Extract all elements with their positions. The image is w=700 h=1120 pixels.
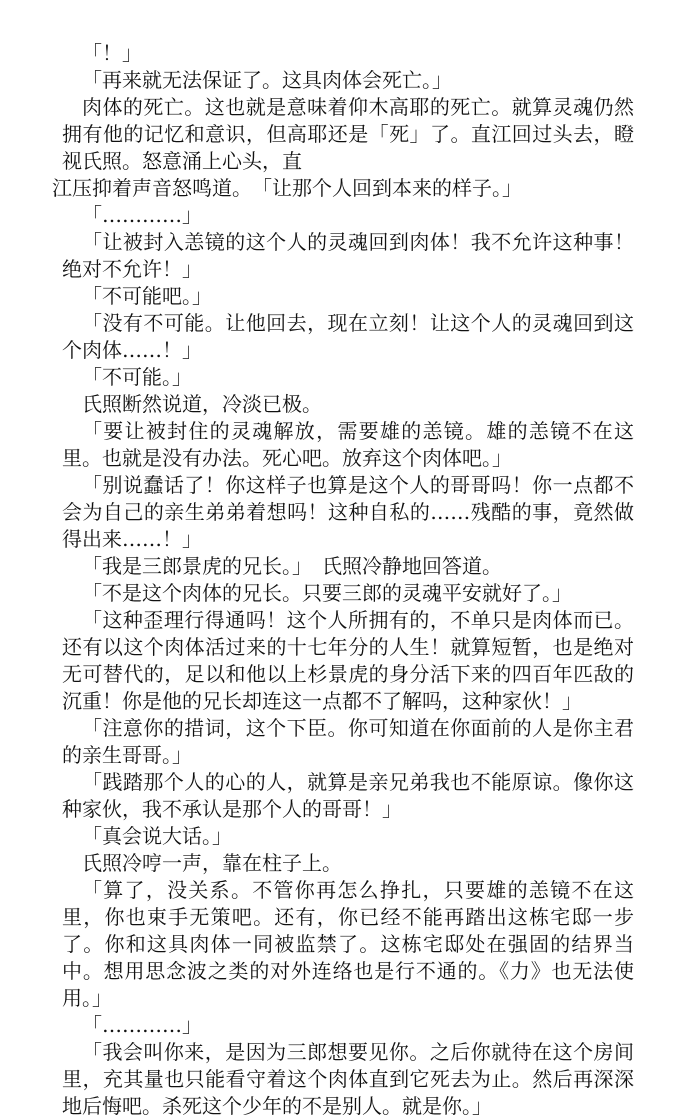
paragraph: 氏照断然说道，冷淡已极。 [82, 392, 322, 416]
paragraph: 「别说蠢话了！你这样子也算是这个人的哥哥吗！你一点都不会为自己的亲生弟弟着想吗！这种自私的……残酷的事，竟然做得出来……！」 [62, 473, 634, 551]
paragraph: 「这种歪理行得通吗！这个人所拥有的，不单只是肉体而已。还有以这个肉体活过来的十七年分的人生！就算短暂，也是绝对无可替代的，足以和他以上杉景虎的身分活下来的四百年匹敌的沉重！你是他的兄长却连这一点都不了解吗，这种家伙！」 [62, 608, 634, 713]
paragraph: 「我是三郎景虎的兄长。」 氏照冷静地回答道。 [82, 554, 502, 578]
paragraph: 氏照冷哼一声，靠在柱子上。 [82, 851, 342, 875]
paragraph: 江压抑着声音怒鸣道。 「让那个人回到本来的样子。」 [52, 176, 522, 200]
paragraph: 肉体的死亡。这也就是意味着仰木高耶的死亡。就算灵魂仍然拥有他的记忆和意识，但高耶还是「死」了。直江回过头去，瞪视氏照。怒意涌上心头，直 [62, 95, 634, 173]
paragraph: 「我会叫你来，是因为三郎想要见你。之后你就待在这个房间里，充其量也只能看守着这个肉体直到它死去为止。然后再深深地后悔吧。杀死这个少年的不是别人。就是你。」 [62, 1040, 634, 1118]
paragraph: 「真会说大话。」 [82, 824, 232, 848]
paragraph: 「要让被封住的灵魂解放，需要雄的恙镜。雄的恙镜不在这里。也就是没有办法。死心吧。放弃这个肉体吧。」 [62, 419, 634, 470]
paragraph: 「不是这个肉体的兄长。只要三郎的灵魂平安就好了。」 [82, 581, 572, 605]
paragraph: 「！」 [82, 41, 142, 65]
paragraph: 「践踏那个人的心的人，就算是亲兄弟我也不能原谅。像你这种家伙，我不承认是那个人的哥哥！」 [62, 770, 634, 821]
paragraph: 「算了，没关系。不管你再怎么挣扎，只要雄的恙镜不在这里，你也束手无策吧。还有，你已经不能再踏出这栋宅邸一步了。你和这具肉体一同被监禁了。这栋宅邸处在强固的结界当中。想用思念波之类的对外连络也是行不通的。《力》也无法使用。」 [62, 878, 634, 1010]
paragraph: 「不可能吧。」 [82, 284, 212, 308]
paragraph: 「…………」 [82, 1013, 202, 1037]
paragraph: 「…………」 [82, 203, 202, 227]
paragraph: 「注意你的措词，这个下臣。你可知道在你面前的人是你主君的亲生哥哥。」 [62, 716, 634, 767]
paragraph: 「不可能。」 [82, 365, 192, 389]
paragraph: 「让被封入恙镜的这个人的灵魂回到肉体！我不允许这种事！绝对不允许！」 [62, 230, 634, 281]
paragraph: 「没有不可能。让他回去，现在立刻！让这个人的灵魂回到这个肉体……！」 [62, 311, 634, 362]
text-page [52, 40, 634, 1120]
paragraph: 「再来就无法保证了。这具肉体会死亡。」 [82, 68, 452, 92]
